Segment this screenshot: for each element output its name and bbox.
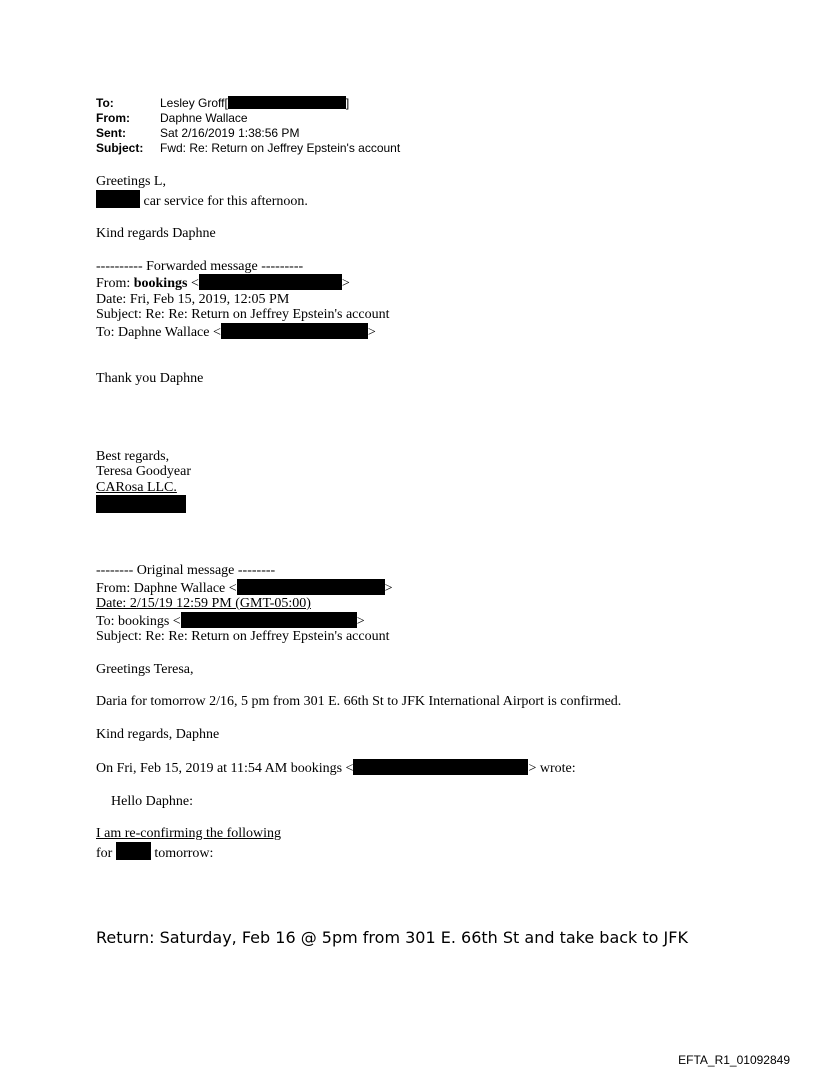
signature-redaction — [96, 495, 186, 513]
redaction-bar — [96, 190, 140, 208]
greeting-line: Greetings L, — [96, 174, 166, 189]
forwarded-from-prefix: From: — [96, 276, 131, 291]
car-service-text: car service for this afternoon. — [143, 193, 308, 209]
angle-close: > — [384, 580, 393, 596]
reconfirm-line: I am re-confirming the following — [96, 826, 282, 841]
quote-suffix: > wrote: — [528, 761, 576, 776]
car-service-line — [96, 190, 776, 210]
for-suffix: tomorrow: — [154, 845, 214, 861]
forwarded-from-line — [96, 274, 776, 292]
hello-line: Hello Daphne: — [111, 793, 194, 809]
original-subject-line: Subject: Re: Re: Return on Jeffrey Epstein's account — [96, 629, 390, 644]
header-sent-row — [96, 126, 400, 141]
redaction-bar — [221, 323, 368, 339]
forwarded-divider: ---------- Forwarded message --------- — [96, 258, 304, 274]
redaction-bar — [116, 842, 151, 860]
for-prefix: for — [96, 845, 113, 861]
original-from-prefix: From: Daphne Wallace < — [96, 580, 237, 596]
header-from-row — [96, 111, 400, 126]
email-header — [96, 96, 400, 156]
sender-name-line: Teresa Goodyear — [96, 464, 192, 479]
forwarded-body-line: Thank you Daphne — [96, 371, 204, 386]
email-body — [96, 174, 776, 861]
forwarded-subject-line: Subject: Re: Re: Return on Jeffrey Epstein's account — [96, 307, 390, 322]
original-divider: -------- Original message -------- — [96, 563, 276, 578]
original-to-line — [96, 612, 776, 630]
original-to-prefix: To: bookings < — [96, 613, 181, 629]
forwarded-to-prefix: To: Daphne Wallace < — [96, 324, 221, 340]
forwarded-to-line — [96, 323, 776, 341]
subject-label: Subject: — [96, 141, 144, 155]
redaction-bar — [237, 579, 385, 595]
signoff-line: Kind regards Daphne — [96, 226, 216, 241]
best-regards-line: Best regards, — [96, 448, 170, 464]
forwarded-date-line: Date: Fri, Feb 15, 2019, 12:05 PM — [96, 291, 290, 307]
sent-value: Sat 2/16/2019 1:38:56 PM — [160, 126, 300, 140]
original-signoff-line: Kind regards, Daphne — [96, 726, 220, 742]
redaction-bar — [199, 274, 342, 290]
header-to-row — [96, 96, 400, 111]
to-label: To: — [96, 96, 114, 110]
redaction-bar — [181, 612, 357, 628]
document-id: EFTA_R1_01092849 — [678, 1053, 790, 1067]
return-details-line: Return: Saturday, Feb 16 @ 5pm from 301 E. 66th St and take back to JFK — [96, 928, 688, 947]
original-date-line: Date: 2/15/19 12:59 PM (GMT-05:00) — [96, 596, 311, 611]
angle-close: > — [356, 613, 365, 629]
header-subject-row — [96, 141, 400, 156]
redaction-bar — [228, 96, 346, 109]
for-tomorrow-line — [96, 842, 776, 862]
original-greeting-line: Greetings Teresa, — [96, 661, 194, 677]
angle-close: > — [367, 324, 376, 340]
subject-value: Fwd: Re: Return on Jeffrey Epstein's account — [160, 141, 401, 155]
quote-prefix: On Fri, Feb 15, 2019 at 11:54 AM bookings < — [96, 761, 354, 776]
confirmation-line: Daria for tomorrow 2/16, 5 pm from 301 E. 66th St to JFK International Airport is confirmed. — [96, 694, 622, 709]
redaction-bar — [353, 759, 528, 775]
forwarded-from-name: bookings — [133, 276, 188, 291]
angle-open: < — [190, 276, 199, 291]
to-value: Lesley Groff[ — [160, 96, 228, 110]
to-suffix: ] — [345, 96, 350, 110]
quote-header-line — [96, 759, 776, 777]
angle-close: > — [341, 276, 350, 291]
sent-label: Sent: — [96, 126, 126, 140]
company-line: CARosa LLC. — [96, 479, 177, 495]
from-value: Daphne Wallace — [160, 111, 248, 125]
from-label: From: — [96, 111, 130, 125]
original-from-line — [96, 579, 776, 597]
